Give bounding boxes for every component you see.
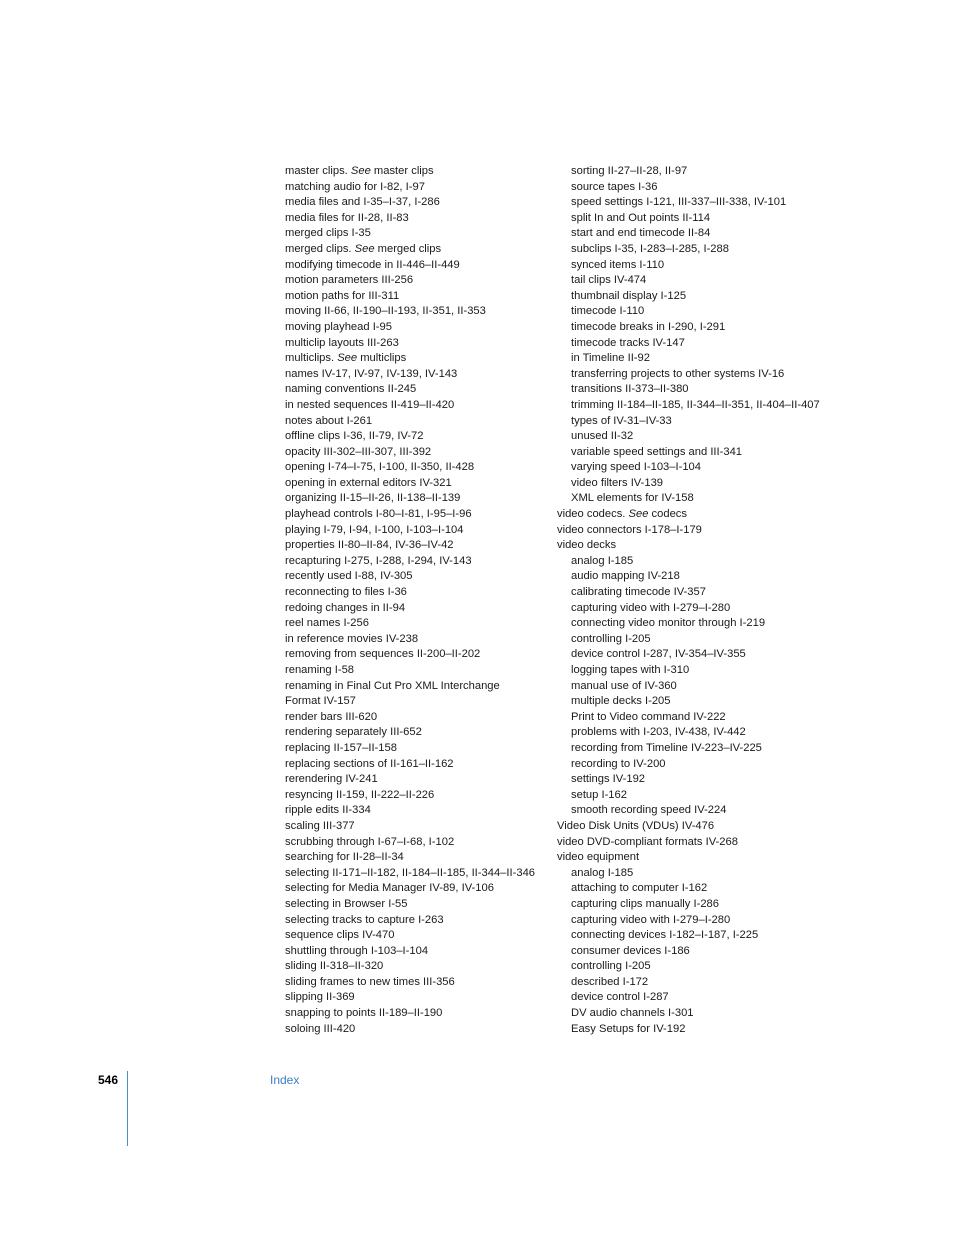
index-entry bbox=[285, 414, 555, 430]
index-entry-text: motion parameters III-256 bbox=[285, 274, 414, 287]
index-entry-text: subclips I-35, I-283–I-285, I-288 bbox=[571, 242, 729, 255]
index-entry-text: smooth recording speed IV-224 bbox=[571, 804, 727, 817]
index-entry bbox=[285, 601, 555, 617]
index-entry-text: capturing clips manually I-286 bbox=[571, 897, 719, 910]
index-entry-text: Format IV-157 bbox=[285, 695, 356, 708]
index-entry-text: selecting for Media Manager IV-89, IV-106 bbox=[285, 882, 494, 895]
index-entry-text: shuttling through I-103–I-104 bbox=[285, 944, 429, 957]
index-entry-text: names IV-17, IV-97, IV-139, IV-143 bbox=[285, 367, 458, 380]
page-number: 546 bbox=[98, 1073, 119, 1087]
index-entry-text: replacing sections of II-161–II-162 bbox=[285, 757, 454, 770]
index-entry-text: connecting devices I-182–I-187, I-225 bbox=[571, 929, 759, 942]
index-entry bbox=[285, 538, 555, 554]
index-entry-text: unused II-32 bbox=[571, 430, 634, 443]
index-entry-text: in Timeline II-92 bbox=[571, 352, 650, 365]
index-entry-text: redoing changes in II-94 bbox=[285, 601, 406, 614]
index-entry bbox=[285, 273, 555, 289]
index-entry bbox=[557, 725, 847, 741]
index-entry bbox=[285, 336, 555, 352]
index-entry-text: sorting II-27–II-28, II-97 bbox=[571, 165, 688, 177]
index-entry-text: in nested sequences II-419–II-420 bbox=[285, 398, 455, 411]
index-entry-text: media files and I-35–I-37, I-286 bbox=[285, 196, 440, 209]
index-entry-text: soloing III-420 bbox=[285, 1022, 356, 1035]
see-reference: See bbox=[354, 242, 375, 255]
index-entry-text: slipping II-369 bbox=[285, 991, 355, 1004]
index-entry bbox=[557, 569, 847, 585]
index-entry-text: timecode I-110 bbox=[571, 305, 645, 318]
index-entry bbox=[557, 507, 847, 523]
index-entry bbox=[557, 1006, 847, 1022]
index-entry-text: searching for II-28–II-34 bbox=[285, 851, 404, 864]
index-entry bbox=[285, 429, 555, 445]
index-entry bbox=[285, 211, 555, 227]
index-entry bbox=[557, 694, 847, 710]
index-entry bbox=[285, 788, 555, 804]
index-entry bbox=[557, 663, 847, 679]
index-entry-text: merged clips. bbox=[285, 242, 355, 255]
index-entry-text: multiple decks I-205 bbox=[571, 695, 671, 708]
index-entry bbox=[557, 258, 847, 274]
index-entry bbox=[285, 242, 555, 258]
index-entry bbox=[557, 741, 847, 757]
index-entry bbox=[285, 476, 555, 492]
index-entry-text: connecting video monitor through I-219 bbox=[571, 617, 766, 630]
index-entry-text: calibrating timecode IV-357 bbox=[571, 586, 706, 599]
index-entry-text: problems with I-203, IV-438, IV-442 bbox=[571, 726, 746, 739]
index-entry bbox=[557, 211, 847, 227]
index-entry bbox=[557, 990, 847, 1006]
index-entry bbox=[557, 195, 847, 211]
index-entry bbox=[557, 803, 847, 819]
index-entry bbox=[285, 569, 555, 585]
index-entry bbox=[285, 772, 555, 788]
index-entry-text: opening I-74–I-75, I-100, II-350, II-428 bbox=[285, 461, 475, 474]
index-entry-text: tail clips IV-474 bbox=[571, 274, 647, 287]
index-entry bbox=[557, 913, 847, 929]
index-entry-text: consumer devices I-186 bbox=[571, 944, 690, 957]
index-entry-text: types of IV-31–IV-33 bbox=[571, 414, 672, 427]
index-entry bbox=[557, 1022, 847, 1038]
see-reference: See bbox=[350, 165, 371, 177]
index-entry-text: recording to IV-200 bbox=[571, 757, 666, 770]
index-entry-text: timecode breaks in I-290, I-291 bbox=[571, 320, 726, 333]
index-entry-text: video codecs. bbox=[557, 508, 629, 521]
index-entry-text: multiclips. bbox=[285, 352, 338, 365]
index-entry bbox=[557, 835, 847, 851]
index-entry-text: modifying timecode in II-446–II-449 bbox=[285, 258, 460, 271]
index-entry-text: selecting in Browser I-55 bbox=[285, 897, 408, 910]
index-entry-text: synced items I-110 bbox=[571, 258, 665, 271]
index-entry bbox=[557, 788, 847, 804]
index-entry bbox=[285, 616, 555, 632]
index-entry bbox=[285, 694, 555, 710]
index-entry-text: settings IV-192 bbox=[571, 773, 646, 786]
index-entry-text: described I-172 bbox=[571, 975, 649, 988]
index-entry-text: thumbnail display I-125 bbox=[571, 289, 687, 302]
index-entry-text: video DVD-compliant formats IV-268 bbox=[557, 835, 738, 848]
index-entry bbox=[557, 180, 847, 196]
index-entry bbox=[557, 944, 847, 960]
index-entry bbox=[285, 304, 555, 320]
index-entry bbox=[285, 975, 555, 991]
index-entry-text: organizing II-15–II-26, II-138–II-139 bbox=[285, 492, 461, 505]
index-entry bbox=[285, 928, 555, 944]
index-entry bbox=[285, 819, 555, 835]
index-entry bbox=[557, 554, 847, 570]
index-entry bbox=[285, 180, 555, 196]
index-entry-text: audio mapping IV-218 bbox=[571, 570, 680, 583]
index-entry-text: playhead controls I-80–I-81, I-95–I-96 bbox=[285, 508, 472, 521]
index-entry bbox=[285, 320, 555, 336]
see-reference: See bbox=[628, 508, 649, 521]
index-entry bbox=[285, 398, 555, 414]
index-entry bbox=[285, 164, 555, 180]
index-entry bbox=[557, 367, 847, 383]
index-entry bbox=[285, 959, 555, 975]
index-entry bbox=[557, 320, 847, 336]
index-entry-text: playing I-79, I-94, I-100, I-103–I-104 bbox=[285, 523, 464, 536]
index-entry-text: split In and Out points II-114 bbox=[571, 211, 711, 224]
index-entry bbox=[285, 351, 555, 367]
index-entry-text: device control I-287, IV-354–IV-355 bbox=[571, 648, 746, 661]
index-entry-text: renaming I-58 bbox=[285, 664, 355, 676]
index-entry bbox=[285, 382, 555, 398]
index-entry-text: sequence clips IV-470 bbox=[285, 929, 395, 942]
index-entry-text: capturing video with I-279–I-280 bbox=[571, 601, 731, 614]
index-entry bbox=[285, 835, 555, 851]
index-entry-text: rendering separately III-652 bbox=[285, 726, 422, 739]
index-entry-text: XML elements for IV-158 bbox=[571, 492, 694, 505]
index-entry bbox=[285, 507, 555, 523]
index-entry bbox=[557, 616, 847, 632]
index-entry bbox=[557, 959, 847, 975]
index-entry-text: in reference movies IV-238 bbox=[285, 632, 419, 645]
index-entry bbox=[285, 1022, 555, 1038]
index-entry-text: multiclip layouts III-263 bbox=[285, 336, 399, 349]
index-entry-text: variable speed settings and III-341 bbox=[571, 445, 743, 458]
see-target: merged clips bbox=[374, 242, 442, 255]
index-entry-text: scaling III-377 bbox=[285, 819, 355, 832]
index-entry-text: sliding II-318–II-320 bbox=[285, 960, 384, 973]
index-entry-text: source tapes I-36 bbox=[571, 180, 658, 193]
index-entry-text: timecode tracks IV-147 bbox=[571, 336, 685, 349]
index-entry bbox=[557, 585, 847, 601]
index-entry bbox=[285, 554, 555, 570]
index-entry bbox=[557, 601, 847, 617]
index-entry bbox=[285, 913, 555, 929]
index-entry bbox=[557, 679, 847, 695]
index-entry-text: setup I-162 bbox=[571, 788, 627, 801]
index-entry-text: attaching to computer I-162 bbox=[571, 882, 708, 895]
index-entry bbox=[557, 491, 847, 507]
index-entry bbox=[285, 944, 555, 960]
index-entry bbox=[285, 195, 555, 211]
index-entry-text: notes about I-261 bbox=[285, 414, 373, 427]
index-entry bbox=[557, 975, 847, 991]
index-entry-text: renaming in Final Cut Pro XML Interchange bbox=[285, 679, 500, 692]
index-entry bbox=[557, 273, 847, 289]
index-entry bbox=[557, 772, 847, 788]
index-entry bbox=[285, 881, 555, 897]
index-entry bbox=[557, 881, 847, 897]
index-entry bbox=[285, 710, 555, 726]
index-entry bbox=[557, 414, 847, 430]
section-name: Index bbox=[270, 1073, 300, 1087]
footer-divider bbox=[127, 1071, 128, 1146]
index-entry-text: video connectors I-178–I-179 bbox=[557, 523, 702, 536]
index-entry-text: speed settings I-121, III-337–III-338, IV-101 bbox=[571, 196, 787, 209]
index-entry bbox=[285, 289, 555, 305]
index-entry bbox=[557, 538, 847, 554]
index-entry bbox=[557, 897, 847, 913]
index-entry bbox=[285, 632, 555, 648]
index-entry-text: reconnecting to files I-36 bbox=[285, 586, 407, 599]
index-entry bbox=[557, 523, 847, 539]
see-reference: See bbox=[337, 352, 358, 365]
index-entry-text: recording from Timeline IV-223–IV-225 bbox=[571, 741, 762, 754]
see-target: codecs bbox=[648, 508, 687, 521]
index-entry bbox=[285, 850, 555, 866]
index-entry bbox=[557, 336, 847, 352]
index-entry-text: recently used I-88, IV-305 bbox=[285, 570, 413, 583]
index-entry-text: controlling I-205 bbox=[571, 960, 651, 973]
index-entry bbox=[557, 710, 847, 726]
index-entry bbox=[285, 258, 555, 274]
index-entry bbox=[557, 429, 847, 445]
index-entry bbox=[557, 226, 847, 242]
index-entry-text: matching audio for I-82, I-97 bbox=[285, 180, 425, 193]
index-entry bbox=[557, 928, 847, 944]
index-entry bbox=[557, 850, 847, 866]
index-entry bbox=[285, 367, 555, 383]
index-entry-text: manual use of IV-360 bbox=[571, 679, 677, 692]
index-entry bbox=[557, 647, 847, 663]
index-entry-text: motion paths for III-311 bbox=[285, 289, 400, 302]
index-entry-text: replacing II-157–II-158 bbox=[285, 741, 397, 754]
index-entry-text: analog I-185 bbox=[571, 554, 634, 567]
index-entry bbox=[557, 476, 847, 492]
see-target: multiclips bbox=[357, 352, 407, 365]
index-entry-text: render bars III-620 bbox=[285, 710, 378, 723]
index-entry bbox=[557, 351, 847, 367]
index-entry bbox=[557, 445, 847, 461]
index-entry-text: video filters IV-139 bbox=[571, 476, 664, 489]
index-entry bbox=[557, 866, 847, 882]
index-column-left bbox=[285, 164, 555, 1037]
index-entry-text: ripple edits II-334 bbox=[285, 804, 371, 817]
index-entry bbox=[285, 226, 555, 242]
index-entry bbox=[285, 663, 555, 679]
index-entry-text: logging tapes with I-310 bbox=[571, 664, 690, 676]
index-entry bbox=[285, 445, 555, 461]
index-entry-text: recapturing I-275, I-288, I-294, IV-143 bbox=[285, 554, 472, 567]
index-entry bbox=[285, 741, 555, 757]
index-entry bbox=[285, 1006, 555, 1022]
index-entry bbox=[285, 757, 555, 773]
index-entry-text: analog I-185 bbox=[571, 866, 634, 879]
index-entry-text: video decks bbox=[557, 539, 617, 552]
index-entry-text: opening in external editors IV-321 bbox=[285, 476, 452, 489]
index-entry bbox=[285, 460, 555, 476]
index-entry bbox=[285, 523, 555, 539]
index-entry-text: varying speed I-103–I-104 bbox=[571, 461, 701, 474]
index-entry-text: snapping to points II-189–II-190 bbox=[285, 1007, 443, 1020]
index-entry bbox=[285, 866, 555, 882]
index-entry bbox=[557, 242, 847, 258]
index-entry bbox=[285, 897, 555, 913]
index-entry-text: master clips. bbox=[285, 165, 351, 177]
index-entry-text: Easy Setups for IV-192 bbox=[571, 1022, 686, 1035]
index-entry bbox=[557, 164, 847, 180]
index-entry-text: DV audio channels I-301 bbox=[571, 1007, 694, 1020]
index-entry bbox=[557, 304, 847, 320]
index-entry-text: controlling I-205 bbox=[571, 632, 651, 645]
index-entry bbox=[557, 757, 847, 773]
index-entry bbox=[557, 289, 847, 305]
index-entry bbox=[285, 679, 555, 695]
index-entry-text: trimming II-184–II-185, II-344–II-351, II-404–II-407 bbox=[571, 398, 820, 411]
index-entry-text: resyncing II-159, II-222–II-226 bbox=[285, 788, 435, 801]
index-entry-text: offline clips I-36, II-79, IV-72 bbox=[285, 430, 424, 443]
index-entry-text: Print to Video command IV-222 bbox=[571, 710, 726, 723]
index-entry-text: scrubbing through I-67–I-68, I-102 bbox=[285, 835, 455, 848]
index-entry-text: media files for II-28, II-83 bbox=[285, 211, 409, 224]
index-entry-text: naming conventions II-245 bbox=[285, 383, 417, 396]
index-entry bbox=[557, 460, 847, 476]
index-entry-text: merged clips I-35 bbox=[285, 227, 371, 240]
index-entry bbox=[557, 819, 847, 835]
index-entry-text: capturing video with I-279–I-280 bbox=[571, 913, 731, 926]
index-entry bbox=[285, 491, 555, 507]
index-entry-text: rerendering IV-241 bbox=[285, 773, 378, 786]
index-entry-text: moving II-66, II-190–II-193, II-351, II-353 bbox=[285, 305, 486, 318]
index-entry-text: removing from sequences II-200–II-202 bbox=[285, 648, 481, 661]
index-entry bbox=[285, 647, 555, 663]
index-entry-text: start and end timecode II-84 bbox=[571, 227, 711, 240]
index-entry bbox=[285, 585, 555, 601]
see-target: master clips bbox=[370, 165, 434, 177]
index-entry-text: selecting tracks to capture I-263 bbox=[285, 913, 444, 926]
index-entry-text: device control I-287 bbox=[571, 991, 669, 1004]
index-entry bbox=[285, 725, 555, 741]
index-entry bbox=[557, 632, 847, 648]
index-entry-text: Video Disk Units (VDUs) IV-476 bbox=[557, 819, 715, 832]
index-entry bbox=[557, 398, 847, 414]
index-entry-text: video equipment bbox=[557, 851, 640, 864]
index-entry-text: properties II-80–II-84, IV-36–IV-42 bbox=[285, 539, 454, 552]
index-entry-text: reel names I-256 bbox=[285, 617, 369, 630]
index-entry-text: transferring projects to other systems IV-16 bbox=[571, 367, 785, 380]
index-entry-text: sliding frames to new times III-356 bbox=[285, 975, 455, 988]
index-entry-text: opacity III-302–III-307, III-392 bbox=[285, 445, 432, 458]
index-column-right bbox=[557, 164, 847, 1037]
index-entry-text: transitions II-373–II-380 bbox=[571, 383, 689, 396]
index-entry-text: moving playhead I-95 bbox=[285, 320, 392, 333]
index-entry bbox=[285, 803, 555, 819]
index-entry-text: selecting II-171–II-182, II-184–II-185, II-344–II-346 bbox=[285, 866, 536, 879]
index-entry bbox=[557, 382, 847, 398]
index-entry bbox=[285, 990, 555, 1006]
